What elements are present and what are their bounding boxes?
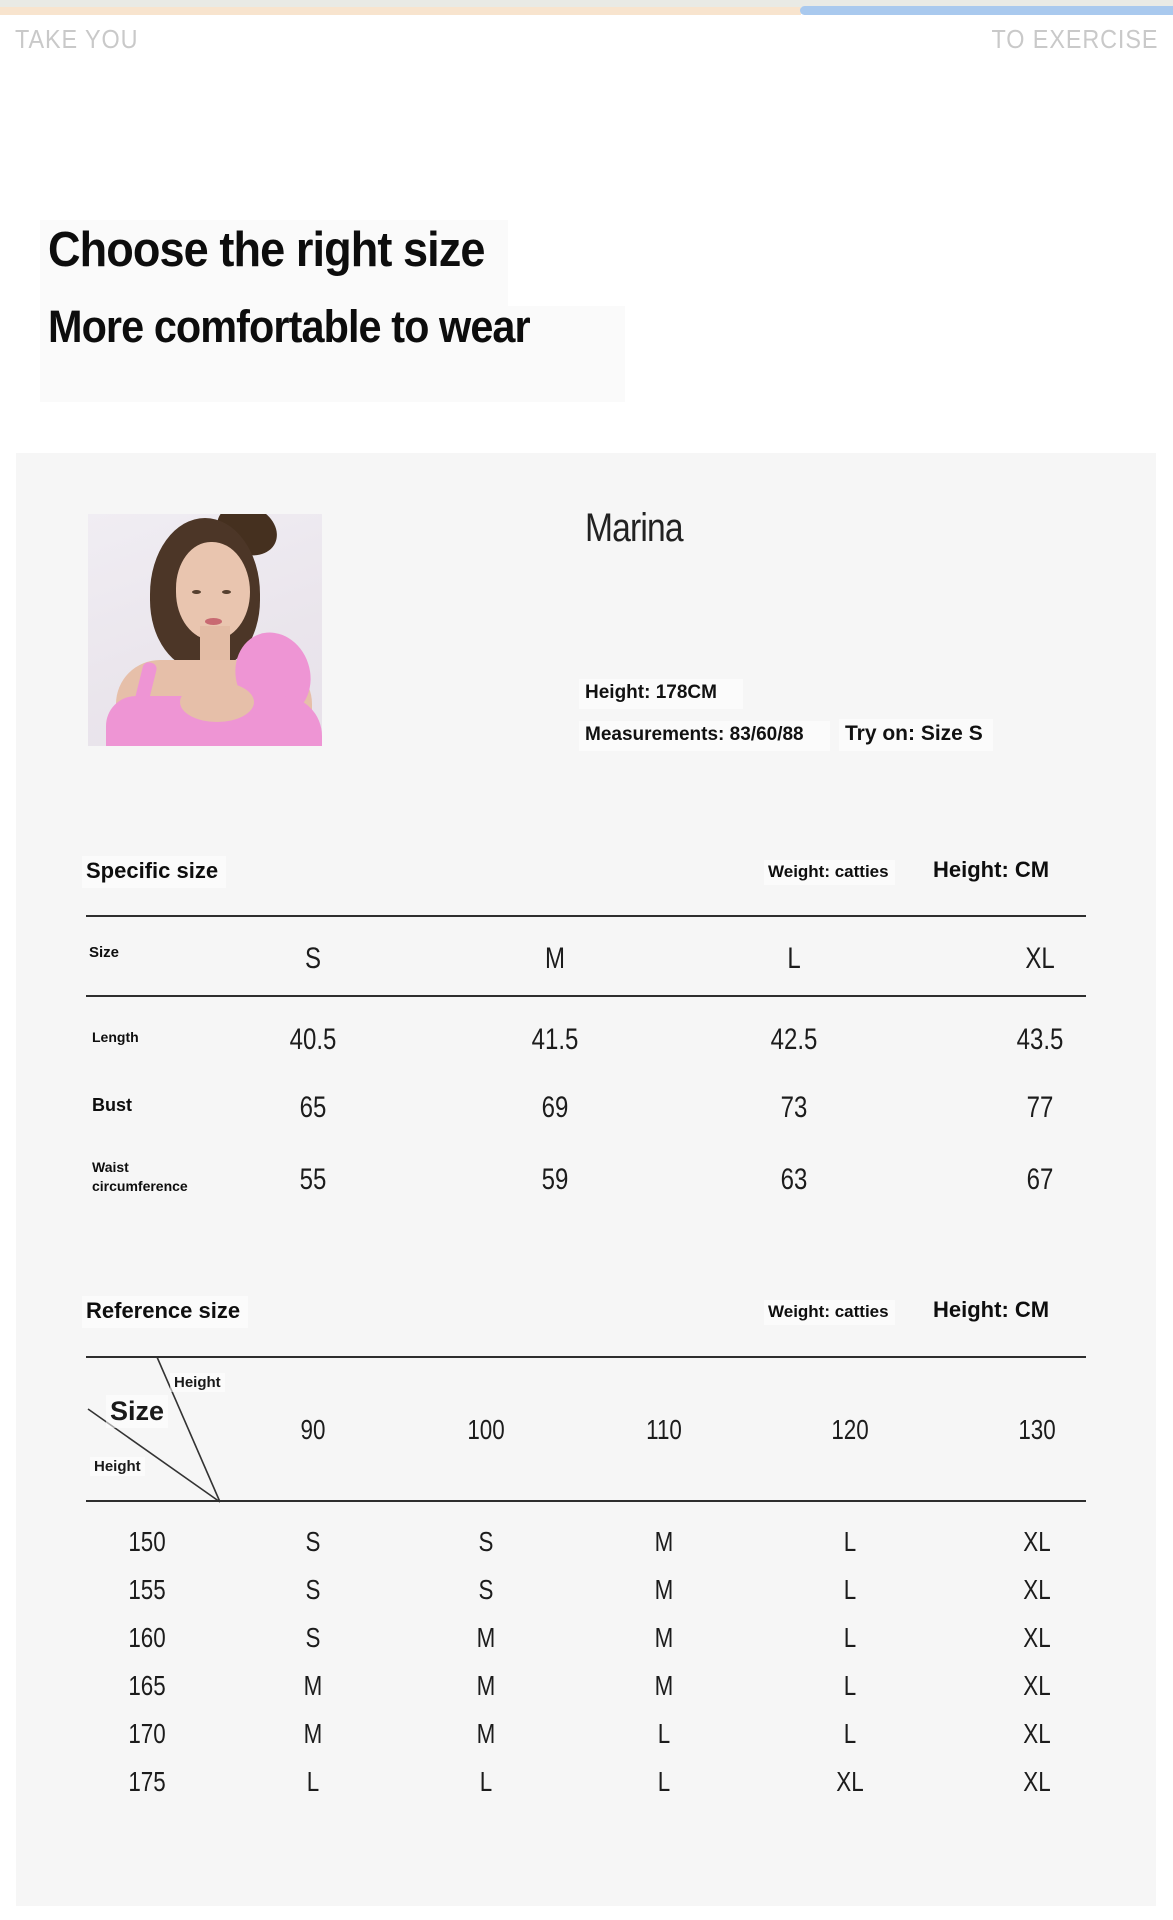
row-165-c4: L xyxy=(843,1670,857,1701)
row-160-c5: XL xyxy=(1023,1622,1051,1653)
page-subtitle: More comfortable to wear xyxy=(48,301,530,352)
row-170-c5: XL xyxy=(1023,1718,1051,1749)
row-160-c1: S xyxy=(305,1622,321,1653)
waist-xl: 67 xyxy=(1026,1163,1054,1196)
row-155-c1: S xyxy=(305,1574,321,1605)
page-title: Choose the right size xyxy=(48,223,485,277)
specific-size-weight-unit: Weight: catties xyxy=(764,860,895,885)
row-175-c1: L xyxy=(306,1766,320,1797)
corner-size-label: Size xyxy=(106,1395,168,1428)
row-165-height: 165 xyxy=(128,1670,166,1701)
reference-size-title: Reference size xyxy=(82,1296,248,1328)
bust-m: 69 xyxy=(541,1091,569,1124)
size-col-s: S xyxy=(304,942,322,975)
model-top-neckline xyxy=(180,682,254,722)
specific-size-header-rule xyxy=(86,995,1086,997)
row-155-c3: M xyxy=(654,1574,674,1605)
length-row-label: Length xyxy=(92,1029,139,1045)
length-xl: 43.5 xyxy=(1016,1023,1064,1056)
weight-120: 120 xyxy=(831,1414,869,1445)
length-l: 42.5 xyxy=(770,1023,818,1056)
model-measurements: Measurements: 83/60/88 xyxy=(579,721,830,751)
row-150-c1: S xyxy=(305,1526,321,1557)
row-175-c2: L xyxy=(479,1766,493,1797)
specific-size-title: Specific size xyxy=(82,856,226,888)
length-m: 41.5 xyxy=(531,1023,579,1056)
corner-top-height-label: Height xyxy=(170,1373,225,1392)
row-175-c4: XL xyxy=(836,1766,864,1797)
model-name: Marina xyxy=(585,506,683,550)
weight-100: 100 xyxy=(467,1414,505,1445)
row-160-c2: M xyxy=(476,1622,496,1653)
model-height: Height: 178CM xyxy=(579,679,743,709)
row-170-c3: L xyxy=(657,1718,671,1749)
blue-accent-strip xyxy=(800,6,1173,15)
waist-l: 63 xyxy=(780,1163,808,1196)
model-photo xyxy=(88,514,322,746)
peach-accent-strip xyxy=(0,7,801,15)
reference-size-weight-unit: Weight: catties xyxy=(764,1300,895,1325)
row-160-c3: M xyxy=(654,1622,674,1653)
row-170-height: 170 xyxy=(128,1718,166,1749)
size-col-xl: XL xyxy=(1025,942,1055,975)
specific-size-top-rule xyxy=(86,915,1086,917)
row-175-c3: L xyxy=(657,1766,671,1797)
row-165-c5: XL xyxy=(1023,1670,1051,1701)
row-170-c2: M xyxy=(476,1718,496,1749)
row-155-height: 155 xyxy=(128,1574,166,1605)
row-150-c5: XL xyxy=(1023,1526,1051,1557)
row-155-c4: L xyxy=(843,1574,857,1605)
brand-right-text: TO EXERCISE xyxy=(991,24,1158,54)
reference-size-header-rule xyxy=(86,1500,1086,1502)
row-170-c4: L xyxy=(843,1718,857,1749)
specific-size-height-unit: Height: CM xyxy=(933,857,1050,882)
row-160-height: 160 xyxy=(128,1622,166,1653)
bust-s: 65 xyxy=(299,1091,327,1124)
weight-110: 110 xyxy=(646,1414,682,1445)
row-150-c2: S xyxy=(478,1526,494,1557)
reference-size-top-rule xyxy=(86,1356,1086,1358)
row-155-c5: XL xyxy=(1023,1574,1051,1605)
bust-row-label: Bust xyxy=(92,1095,132,1115)
row-150-height: 150 xyxy=(128,1526,166,1557)
size-col-m: M xyxy=(545,942,565,975)
waist-row-label: Waist circumference xyxy=(92,1159,188,1194)
waist-m: 59 xyxy=(541,1163,569,1196)
size-col-l: L xyxy=(787,942,801,975)
reference-size-height-unit: Height: CM xyxy=(933,1297,1050,1322)
model-try-on: Try on: Size S xyxy=(839,719,993,751)
bust-l: 73 xyxy=(780,1091,808,1124)
row-175-c5: XL xyxy=(1023,1766,1051,1797)
weight-90: 90 xyxy=(300,1414,326,1445)
model-lips xyxy=(205,618,222,625)
row-175-height: 175 xyxy=(128,1766,166,1797)
row-165-c2: M xyxy=(476,1670,496,1701)
model-eye-right xyxy=(222,590,231,594)
row-165-c1: M xyxy=(303,1670,323,1701)
row-165-c3: M xyxy=(654,1670,674,1701)
brand-left-text: TAKE YOU xyxy=(15,24,139,54)
waist-s: 55 xyxy=(299,1163,327,1196)
size-row-label: Size xyxy=(89,944,120,961)
row-170-c1: M xyxy=(303,1718,323,1749)
row-155-c2: S xyxy=(478,1574,494,1605)
row-150-c4: L xyxy=(843,1526,857,1557)
model-eye-left xyxy=(192,590,201,594)
length-s: 40.5 xyxy=(289,1023,337,1056)
row-160-c4: L xyxy=(843,1622,857,1653)
row-150-c3: M xyxy=(654,1526,674,1557)
weight-130: 130 xyxy=(1018,1414,1056,1445)
corner-left-height-label: Height xyxy=(90,1457,145,1476)
bust-xl: 77 xyxy=(1026,1091,1054,1124)
